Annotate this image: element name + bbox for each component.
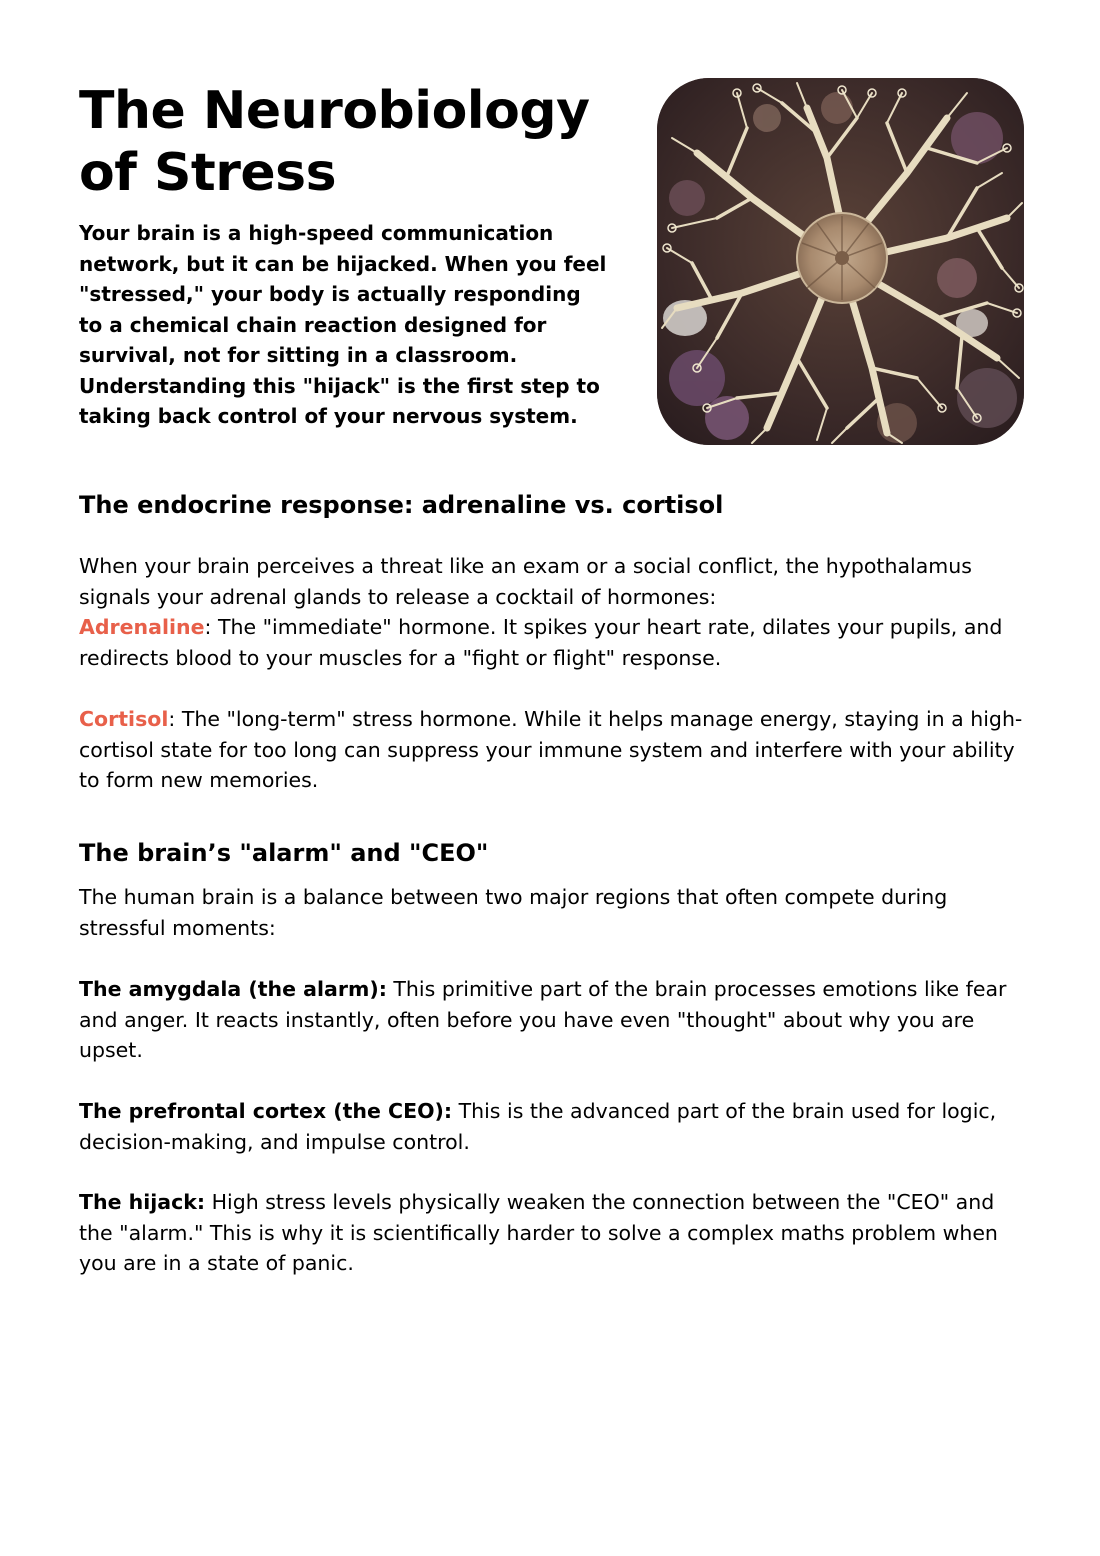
prefrontal-paragraph	[79, 1096, 1029, 1157]
brain-intro-paragraph: The human brain is a balance between two major regions that often compete during stressful moments:	[79, 885, 948, 940]
intro-paragraph: Your brain is a high-speed communication network, but it can be hijacked. When you feel "stressed," your body is actually responding to a chemical chain reaction designed for survival, not for sitting in a classroom. Understanding this "hijack" is the first step to taking back control of your nervous system.	[79, 221, 607, 428]
cortisol-text: : The "long-term" stress hormone. While it helps manage energy, staying in a high-cortisol state for too long can suppress your immune system and interfere with your ability to form new memories.	[79, 707, 1023, 792]
amygdala-term: The amygdala (the alarm):	[79, 977, 387, 1001]
adrenaline-term: Adrenaline	[79, 615, 205, 639]
hijack-term: The hijack:	[79, 1190, 206, 1214]
section-heading-endocrine: The endocrine response: adrenaline vs. cortisol	[79, 491, 724, 519]
endocrine-intro-text: When your brain perceives a threat like an exam or a social conflict, the hypothalamus signals your adrenal glands to release a cocktail of hormones:	[79, 554, 972, 609]
cortisol-paragraph	[79, 704, 1029, 796]
section-heading-brain: The brain’s "alarm" and "CEO"	[79, 839, 489, 867]
cortisol-term: Cortisol	[79, 707, 169, 731]
hijack-text: High stress levels physically weaken the connection between the "CEO" and the "alarm." This is why it is scientifically harder to solve a complex maths problem when you are in a state of panic.	[79, 1190, 998, 1275]
amygdala-paragraph	[79, 974, 1029, 1066]
hero-image	[657, 78, 1024, 445]
adrenaline-text: : The "immediate" hormone. It spikes your heart rate, dilates your pupils, and redirects blood to your muscles for a "fight or flight" response.	[79, 615, 1003, 670]
page-title: The Neurobiology of Stress	[79, 81, 590, 203]
hijack-paragraph	[79, 1187, 1029, 1279]
prefrontal-text: This is the advanced part of the brain used for logic, decision-making, and impulse control.	[79, 1099, 997, 1154]
amygdala-text: This primitive part of the brain processes emotions like fear and anger. It reacts instantly, often before you have even "thought" about why you are upset.	[79, 977, 1007, 1062]
endocrine-intro-paragraph	[79, 551, 1029, 673]
neuron-like-marine-organism-photo-icon	[657, 78, 1024, 445]
prefrontal-term: The prefrontal cortex (the CEO):	[79, 1099, 453, 1123]
